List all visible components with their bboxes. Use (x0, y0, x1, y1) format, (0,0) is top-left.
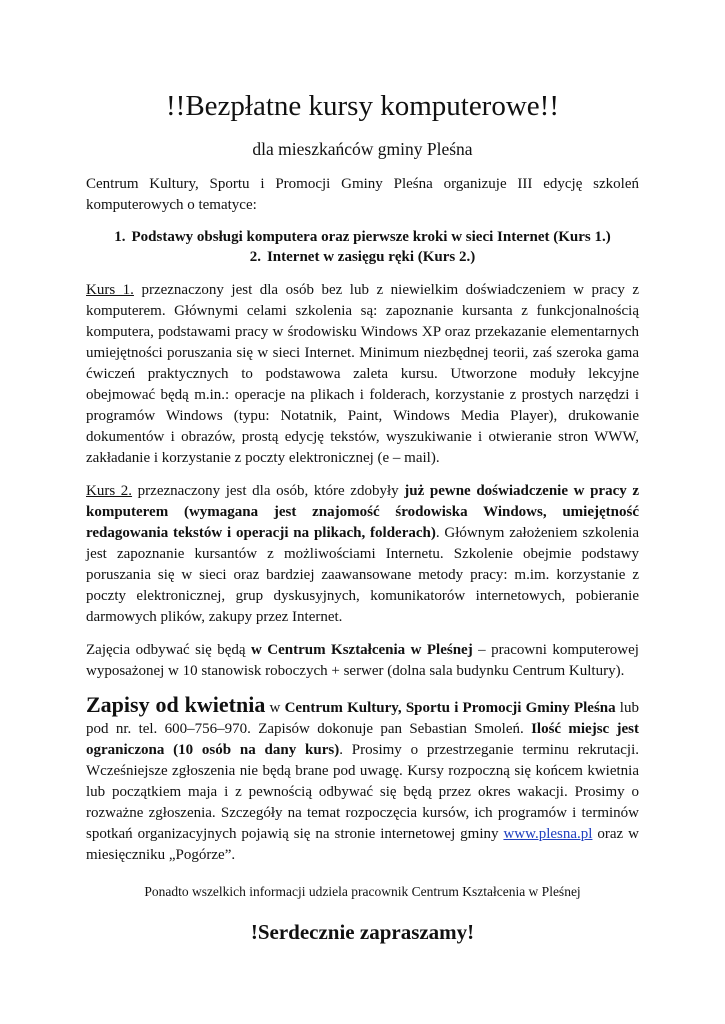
footer-info: Ponadto wszelkich informacji udziela pracownik Centrum Kształcenia w Pleśnej (144, 884, 581, 899)
course-number: 1. (114, 229, 126, 245)
course-item-1 (86, 227, 639, 247)
zapisy-limit: Ilość miejsc jest ograniczona (10 osób na dany kurs) (86, 721, 640, 758)
kurs2-text-a: przeznaczony jest dla osób, które zdobyły (132, 483, 405, 499)
intro-paragraph: Centrum Kultury, Sportu i Promocji Gminy Pleśna organizuje III edycję szkoleń komputerowych o tematyce: (86, 176, 639, 213)
zapisy-text-c: . Prosimy o przestrzeganie terminu rekrutacji. Wcześniejsze zgłoszenia nie będą brane pod uwagę. Kursy rozpoczną się końcem kwietnia lub początkiem maja i z pewnością odbywać się będą przez okres wakacji. Prosimy o rozważne zgłoszenia. Szczegóły na temat rozpoczęcia kursów, ich programów i terminów spotkań organizacyjnych pojawią się na stronie internetowej gminy (86, 742, 639, 842)
zapisy-heading: Zapisy od kwietnia (86, 692, 266, 717)
location-text-a: Zajęcia odbywać się będą (86, 642, 251, 658)
course-item-2 (86, 247, 639, 267)
course-title: Internet w zasięgu ręki (Kurs 2.) (266, 249, 476, 265)
zapisy-paragraph (86, 694, 639, 866)
zapisy-text-d: oraz w miesięczniku „Pogórze”. (86, 826, 639, 863)
course-title: Podstawy obsługi komputera oraz pierwsze kroki w sieci Internet (Kurs 1.) (131, 229, 611, 245)
zapisy-text-a: w (265, 700, 285, 716)
closing-line: !Serdecznie zapraszamy! (250, 920, 475, 944)
location-paragraph (86, 640, 639, 682)
course-list (86, 227, 639, 267)
kurs2-text-b: . Głównym założeniem szkolenia jest zapoznanie kursantów z możliwościami Internetu. Szkolenie obejmie podstawy poruszania się w sieci oraz bardziej zaawansowane metody pracy: m.im. korzystanie z poczty elektronicznej, grup dyskusyjnych, komunikatorów internetowych, pobieranie darmowych plików, zakupy przez Internet. (86, 525, 639, 625)
location-text-b: – pracowni komputerowej wyposażonej w 10 stanowisk roboczych + serwer (dolna sala budynku Centrum Kultury). (86, 642, 639, 679)
kurs1-label: Kurs 1. (86, 282, 134, 298)
subtitle: dla mieszkańców gminy Pleśna (252, 139, 473, 159)
course-number: 2. (249, 249, 261, 265)
kurs1-paragraph (86, 280, 639, 469)
kurs1-text: przeznaczony jest dla osób bez lub z niewielkim doświadczeniem w pracy z komputerem. Głównymi celami szkolenia są: zapoznanie kursanta z funkcjonalnością komputera, podstawami pracy w środowisku Windows XP oraz przekazanie elementarnych umiejętności poruszania się w sieci Internet. Minimum niezbędnej teorii, zaś szeroka gama ćwiczeń praktycznych to podstawowa zaleta kursu. Utworzone moduły lekcyjne obejmować będą m.in.: operacje na plikach i folderach, korzystanie z prostych narzędzi i programów Windows (typu: Notatnik, Paint, Windows Media Player), drukowanie dokumentów i obrazów, prostą edycję tekstów, wyszukiwanie i otwieranie stron WWW, zakładanie i korzystanie z poczty elektronicznej (e – mail). (86, 282, 639, 466)
kurs2-label: Kurs 2. (86, 483, 133, 499)
kurs2-requirements: już pewne doświadczenie w pracy z komputerem (wymagana jest znajomość środowiska Windows, umiejętność redagowania tekstów i operacji na plikach, folderach) (86, 483, 640, 541)
zapisy-organizer: Centrum Kultury, Sportu i Promocji Gminy Pleśna (284, 700, 616, 716)
kurs2-paragraph (86, 481, 639, 628)
page-title: !!Bezpłatne kursy komputerowe!! (166, 90, 559, 122)
zapisy-text-b: lub pod nr. tel. 600–756–970. Zapisów dokonuje pan Sebastian Smoleń. (86, 700, 639, 737)
location-place: w Centrum Kształcenia w Pleśnej (251, 642, 473, 658)
website-link[interactable]: www.plesna.pl (503, 826, 593, 842)
